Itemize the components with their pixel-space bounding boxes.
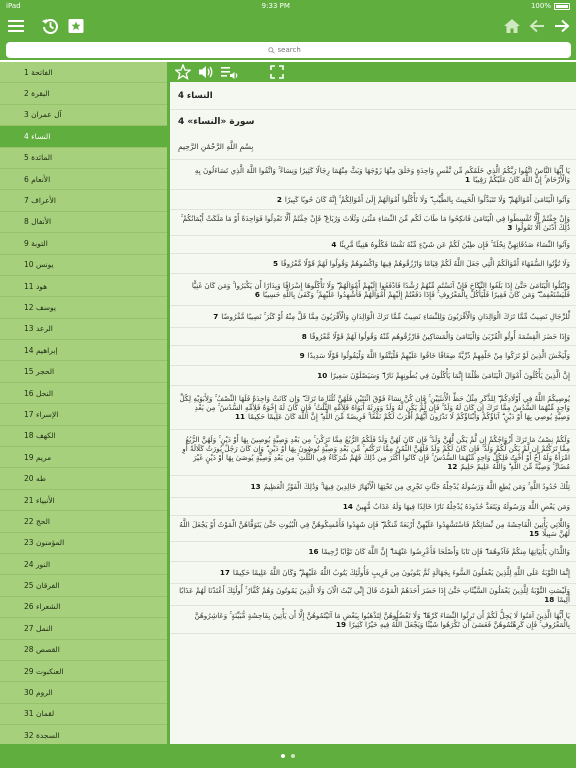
sidebar-item-surah[interactable]: [0, 383, 167, 404]
sidebar-item-label: 28 القصص: [24, 645, 60, 655]
reader-toolbar: [170, 62, 576, 82]
verse-text-block: [178, 195, 570, 204]
sidebar-item-label: 27 النمل: [24, 623, 53, 633]
fullscreen-button[interactable]: [270, 64, 286, 80]
verse-number: 1: [465, 174, 471, 184]
verse-number: 13: [250, 482, 261, 491]
search-bar: [0, 40, 576, 60]
verse-text-block: [178, 371, 570, 380]
verse-number: 4: [331, 240, 337, 249]
verse-text: إِنَّمَا التَّوْبَةُ عَلَى اللَّهِ لِلَّذِينَ يَعْمَلُونَ السُّوءَ بِجَهَالَةٍ ثُمَّ يَتُوبُونَ مِن قَرِيبٍ فَأُولَٰئِكَ يَتُوبُ اللَّهُ عَلَيْهِمْ ۗ وَكَانَ اللَّهُ عَلِيمًا حَكِيمًا: [232, 568, 570, 577]
verse-row[interactable]: [170, 516, 576, 542]
verse-text-block: [178, 166, 570, 184]
verse-number: 11: [234, 412, 245, 421]
sidebar-item-label: 16 النحل: [24, 388, 54, 398]
sidebar-item-label: 29 العنكبوت: [24, 666, 64, 676]
verse-text: وَآتُوا الْيَتَامَىٰ أَمْوَالَهُمْ ۖ وَلَا تَتَبَدَّلُوا الْخَبِيثَ بِالطَّيِّبِ ۖ وَلَا تَأْكُلُوا أَمْوَالَهُمْ إِلَىٰ أَمْوَالِكُمْ ۚ إِنَّهُ كَانَ حُوبًا كَبِيرًا: [284, 195, 570, 204]
sidebar-item-surah[interactable]: [0, 148, 167, 169]
sidebar-item-surah[interactable]: [0, 618, 167, 639]
sidebar-item-label: 20 طه: [24, 474, 46, 484]
sidebar-item-surah[interactable]: [0, 575, 167, 596]
sidebar-item-label: 14 إبراهيم: [24, 345, 58, 355]
verse-number: 5: [272, 259, 278, 268]
verse-row[interactable]: [170, 254, 576, 274]
battery-indicator: [531, 2, 570, 10]
verse-text: وَلَكُمْ نِصْفُ مَا تَرَكَ أَزْوَاجُكُمْ إِن لَّمْ يَكُن لَّهُنَّ وَلَدٌ ۚ فَإِن كَانَ لَهُنَّ وَلَدٌ فَلَكُمُ الرُّبُعُ مِمَّا تَرَكْنَ ۚ مِن بَعْدِ وَصِيَّةٍ يُوصِينَ بِهَا أَوْ دَيْنٍ ۚ وَلَهُنَّ الرُّبُعُ مِمَّا تَرَكْتُمْ إِن لَّمْ يَكُن لَّكُمْ وَلَدٌ ۚ فَإِن كَانَ لَكُمْ وَلَدٌ فَلَهُنَّ الثُّمُنُ مِمَّا تَرَكْتُم ۚ مِّن بَعْدِ وَصِيَّةٍ تُوصُونَ بِهَا أَوْ دَيْنٍ ۗ وَإِن كَانَ رَجُلٌ يُورَثُ كَلَالَةً أَوِ امْرَأَةٌ وَلَهُ أَخٌ أَوْ أُخْتٌ فَلِكُلِّ وَاحِدٍ مِّنْهُمَا السُّدُسُ ۚ فَإِن كَانُوا أَكْثَرَ مِن ذَٰلِكَ فَهُمْ شُرَكَاءُ فِي الثُّلُثِ ۚ مِن بَعْدِ وَصِيَّةٍ يُوصَىٰ بِهَا أَوْ دَيْنٍ غَيْرَ مُضَارٍّ ۚ وَصِيَّةً مِّنَ اللَّهِ ۗ وَاللَّهُ عَلِيمٌ حَلِيمٌ: [182, 434, 570, 471]
verse-number: 19: [336, 619, 347, 629]
search-icon: [268, 47, 275, 54]
sidebar-item-label: 8 الأنفال: [24, 217, 52, 227]
bookmarks-button[interactable]: [64, 15, 88, 37]
verse-text-block: [178, 520, 570, 538]
verse-row[interactable]: [170, 306, 576, 328]
verse-text-block: [178, 351, 570, 360]
verse-text: وَابْتَلُوا الْيَتَامَىٰ حَتَّىٰ إِذَا بَلَغُوا النِّكَاحَ فَإِنْ آنَسْتُم مِّنْهُمْ رُشْدًا فَادْفَعُوا إِلَيْهِمْ أَمْوَالَهُمْ ۖ وَلَا تَأْكُلُوهَا إِسْرَافًا وَبِدَارًا أَن يَكْبَرُوا ۚ وَمَن كَانَ غَنِيًّا فَلْيَسْتَعْفِفْ ۖ وَمَن كَانَ فَقِيرًا فَلْيَأْكُلْ بِالْمَعْرُوفِ ۚ فَإِذَا دَفَعْتُمْ إِلَيْهِمْ أَمْوَالَهُمْ فَأَشْهِدُوا عَلَيْهِمْ ۚ وَكَفَىٰ بِاللَّهِ حَسِيبًا: [191, 280, 570, 299]
home-button[interactable]: [500, 15, 524, 37]
verse-row[interactable]: [170, 584, 576, 606]
verse-text: وَمَن يَعْصِ اللَّهَ وَرَسُولَهُ وَيَتَعَدَّ حُدُودَهُ يُدْخِلْهُ نَارًا خَالِدًا فِيهَا وَلَهُ عَذَابٌ مُّهِينٌ: [355, 502, 570, 511]
reader-pane[interactable]: [170, 82, 576, 744]
verse-row[interactable]: [170, 498, 576, 516]
verse-number: 8: [301, 332, 307, 341]
playlist-audio-icon: [221, 64, 239, 80]
verse-row[interactable]: [170, 328, 576, 346]
sidebar-item-label: 15 الحجر: [24, 367, 55, 377]
sidebar-item-surah[interactable]: [0, 661, 167, 682]
verse-number: 7: [213, 312, 219, 321]
verse-row[interactable]: [170, 210, 576, 236]
sidebar-item-label: 19 مريم: [24, 452, 52, 462]
sidebar-item-surah[interactable]: [0, 126, 167, 147]
sidebar-item-surah[interactable]: [0, 83, 167, 104]
verse-text-block: [178, 240, 570, 249]
battery-icon: [554, 3, 570, 10]
verse-number: 9: [299, 351, 305, 360]
basmala: بِسْمِ اللَّهِ الرَّحْمَٰنِ الرَّحِيمِ: [170, 134, 576, 160]
verse-row[interactable]: [170, 236, 576, 254]
sidebar-item-surah[interactable]: [0, 62, 167, 83]
sidebar-item-label: 7 الأعراف: [24, 196, 56, 206]
verse-text: إِنَّ الَّذِينَ يَأْكُلُونَ أَمْوَالَ الْيَتَامَىٰ ظُلْمًا إِنَّمَا يَأْكُلُونَ فِي بُطُونِهِمْ نَارًا ۖ وَسَيَصْلَوْنَ سَعِيرًا: [330, 371, 570, 380]
sidebar-item-surah[interactable]: [0, 468, 167, 489]
sidebar-item-surah[interactable]: [0, 490, 167, 511]
sidebar-item-surah[interactable]: [0, 511, 167, 532]
verse-text: تِلْكَ حُدُودُ اللَّهِ ۚ وَمَن يُطِعِ اللَّهَ وَرَسُولَهُ يُدْخِلْهُ جَنَّاتٍ تَجْرِي مِن تَحْتِهَا الْأَنْهَارُ خَالِدِينَ فِيهَا ۚ وَذَٰلِكَ الْفَوْزُ الْعَظِيمُ: [263, 482, 570, 491]
sidebar-item-surah[interactable]: [0, 212, 167, 233]
verse-text-block: [178, 259, 570, 268]
sidebar-item-surah[interactable]: [0, 704, 167, 725]
verse-text-block: [178, 312, 570, 321]
fullscreen-icon: [270, 65, 284, 79]
playlist-button[interactable]: [221, 64, 237, 80]
sidebar-item-label: 12 يوسف: [24, 302, 56, 312]
sidebar-item-surah[interactable]: [0, 426, 167, 447]
verse-row[interactable]: [170, 160, 576, 190]
sidebar-item-surah[interactable]: [0, 340, 167, 361]
verse-text-block: [178, 435, 570, 471]
verse-text-block: [178, 611, 570, 629]
audio-button[interactable]: [198, 64, 214, 80]
verse-text: وَلْيَخْشَ الَّذِينَ لَوْ تَرَكُوا مِنْ خَلْفِهِمْ ذُرِّيَّةً ضِعَافًا خَافُوا عَلَيْهِمْ فَلْيَتَّقُوا اللَّهَ وَلْيَقُولُوا قَوْلًا سَدِيدًا: [307, 351, 570, 360]
verse-text: وَلَيْسَتِ التَّوْبَةُ لِلَّذِينَ يَعْمَلُونَ السَّيِّئَاتِ حَتَّىٰ إِذَا حَضَرَ أَحَدَهُمُ الْمَوْتُ قَالَ إِنِّي تُبْتُ الْآنَ وَلَا الَّذِينَ يَمُوتُونَ وَهُمْ كُفَّارٌ ۚ أُولَٰئِكَ أَعْتَدْنَا لَهُمْ عَذَابًا أَلِيمًا: [179, 585, 570, 604]
verse-number: 10: [317, 371, 328, 380]
verse-text-block: [178, 332, 570, 341]
sidebar-item-label: 25 الفرقان: [24, 581, 60, 591]
verse-row[interactable]: [170, 606, 576, 634]
sura-title: سورة «النساء» 4: [178, 117, 255, 127]
verse-number: 2: [276, 195, 282, 204]
verse-text-block: [178, 214, 570, 232]
page-dot[interactable]: [291, 754, 295, 758]
verse-text: يَا أَيُّهَا الَّذِينَ آمَنُوا لَا يَحِلُّ لَكُمْ أَن تَرِثُوا النِّسَاءَ كَرْهًا ۖ وَلَا تَعْضُلُوهُنَّ لِتَذْهَبُوا بِبَعْضِ مَا آتَيْتُمُوهُنَّ إِلَّا أَن يَأْتِينَ بِفَاحِشَةٍ مُّبَيِّنَةٍ ۚ وَعَاشِرُوهُنَّ بِالْمَعْرُوفِ ۚ فَإِن كَرِهْتُمُوهُنَّ فَعَسَىٰ أَن تَكْرَهُوا شَيْئًا وَيَجْعَلَ اللَّهُ فِيهِ خَيْرًا كَثِيرًا: [194, 610, 570, 629]
search-field[interactable]: [6, 42, 571, 58]
verse-number: 18: [544, 594, 555, 604]
bookmark-star-icon: [68, 18, 84, 34]
navigation-bar: [0, 12, 576, 40]
back-button[interactable]: [525, 15, 549, 37]
verse-row[interactable]: [170, 366, 576, 386]
sura-header: النساء 4: [170, 82, 576, 110]
verse-text: يُوصِيكُمُ اللَّهُ فِي أَوْلَادِكُمْ ۖ لِلذَّكَرِ مِثْلُ حَظِّ الْأُنثَيَيْنِ ۚ فَإِن كُنَّ نِسَاءً فَوْقَ اثْنَتَيْنِ فَلَهُنَّ ثُلُثَا مَا تَرَكَ ۖ وَإِن كَانَتْ وَاحِدَةً فَلَهَا النِّصْفُ ۚ وَلِأَبَوَيْهِ لِكُلِّ وَاحِدٍ مِّنْهُمَا السُّدُسُ مِمَّا تَرَكَ إِن كَانَ لَهُ وَلَدٌ ۚ فَإِن لَّمْ يَكُن لَّهُ وَلَدٌ وَوَرِثَهُ أَبَوَاهُ فَلِأُمِّهِ الثُّلُثُ ۚ فَإِن كَانَ لَهُ إِخْوَةٌ فَلِأُمِّهِ السُّدُسُ ۚ مِن بَعْدِ وَصِيَّةٍ يُوصِي بِهَا أَوْ دَيْنٍ ۗ آبَاؤُكُمْ وَأَبْنَاؤُكُمْ لَا تَدْرُونَ أَيُّهُمْ أَقْرَبُ لَكُمْ نَفْعًا ۚ فَرِيضَةً مِّنَ اللَّهِ ۗ إِنَّ اللَّهَ كَانَ عَلِيمًا حَكِيمًا: [179, 394, 570, 421]
sidebar-item-surah[interactable]: [0, 640, 167, 661]
sidebar-item-label: 5 المائدة: [24, 153, 53, 163]
page-dot[interactable]: [281, 754, 285, 758]
sidebar-item-surah[interactable]: [0, 319, 167, 340]
sidebar-item-surah[interactable]: [0, 554, 167, 575]
verse-text-block: [178, 281, 570, 299]
verse-number: 6: [254, 289, 260, 299]
speaker-icon: [198, 64, 214, 80]
verse-text-block: [178, 394, 570, 421]
sidebar-item-label: 6 الأنعام: [24, 174, 51, 184]
clock: 9:33 PM: [261, 2, 290, 10]
verse-text: وَإِنْ خِفْتُمْ أَلَّا تُقْسِطُوا فِي الْيَتَامَىٰ فَانكِحُوا مَا طَابَ لَكُم مِّنَ النِّسَاءِ مَثْنَىٰ وَثُلَاثَ وَرُبَاعَ ۖ فَإِنْ خِفْتُمْ أَلَّا تَعْدِلُوا فَوَاحِدَةً أَوْ مَا مَلَكَتْ أَيْمَانُكُمْ ۚ ذَٰلِكَ أَدْنَىٰ أَلَّا تَعُولُوا: [180, 213, 570, 232]
star-icon: [175, 64, 191, 80]
verse-text-block: [178, 568, 570, 577]
home-icon: [503, 18, 521, 34]
sidebar-item-label: 13 الرعد: [24, 324, 53, 334]
history-button[interactable]: [38, 15, 62, 37]
menu-button[interactable]: [4, 15, 28, 37]
verse-number: 14: [342, 502, 353, 511]
verse-number: 16: [308, 547, 319, 556]
sidebar-item-surah[interactable]: [0, 233, 167, 254]
sidebar-item-label: 11 هود: [24, 281, 48, 291]
verse-row[interactable]: [170, 274, 576, 306]
sidebar-item-surah[interactable]: [0, 533, 167, 554]
verse-number: 12: [447, 461, 458, 471]
verse-row[interactable]: [170, 542, 576, 562]
sidebar-item-label: 24 النور: [24, 559, 51, 569]
sidebar-item-label: 22 الحج: [24, 516, 50, 526]
verse-text-block: [178, 586, 570, 604]
sidebar-item-label: 10 يونس: [24, 260, 54, 270]
verse-text: وَآتُوا النِّسَاءَ صَدُقَاتِهِنَّ نِحْلَةً ۚ فَإِن طِبْنَ لَكُمْ عَن شَيْءٍ مِّنْهُ نَفْسًا فَكُلُوهُ هَنِيئًا مَّرِيئًا: [339, 240, 570, 249]
verse-text: لِّلرِّجَالِ نَصِيبٌ مِّمَّا تَرَكَ الْوَالِدَانِ وَالْأَقْرَبُونَ وَلِلنِّسَاءِ نَصِيبٌ مِّمَّا تَرَكَ الْوَالِدَانِ وَالْأَقْرَبُونَ مِمَّا قَلَّ مِنْهُ أَوْ كَثُرَ ۚ نَصِيبًا مَّفْرُوضًا: [221, 312, 570, 321]
sidebar-item-label: 21 الأنبياء: [24, 495, 55, 505]
sidebar-item-surah[interactable]: [0, 105, 167, 126]
menu-icon: [8, 19, 24, 33]
verse-text-block: [178, 547, 570, 556]
search-input[interactable]: [278, 46, 310, 54]
verse-number: 17: [219, 568, 230, 577]
sidebar-item-surah[interactable]: [0, 169, 167, 190]
arrow-left-icon: [529, 19, 545, 33]
verse-row[interactable]: [170, 430, 576, 476]
verse-text: وَلَا تُؤْتُوا السُّفَهَاءَ أَمْوَالَكُمُ الَّتِي جَعَلَ اللَّهُ لَكُمْ قِيَامًا وَارْزُقُوهُمْ فِيهَا وَاكْسُوهُمْ وَقُولُوا لَهُمْ قَوْلًا مَّعْرُوفًا: [280, 259, 570, 268]
sidebar-item-surah[interactable]: [0, 361, 167, 382]
verse-text: وَاللَّاتِي يَأْتِينَ الْفَاحِشَةَ مِن نِّسَائِكُمْ فَاسْتَشْهِدُوا عَلَيْهِنَّ أَرْبَعَةً مِّنكُمْ ۖ فَإِن شَهِدُوا فَأَمْسِكُوهُنَّ فِي الْبُيُوتِ حَتَّىٰ يَتَوَفَّاهُنَّ الْمَوْتُ أَوْ يَجْعَلَ اللَّهُ لَهُنَّ سَبِيلًا: [179, 519, 570, 538]
battery-percent: 100%: [530, 2, 551, 10]
sidebar-item-label: 4 النساء: [24, 131, 51, 141]
device-label: iPad: [6, 2, 21, 10]
sidebar-item-surah[interactable]: [0, 276, 167, 297]
sidebar-item-label: 31 لقمان: [24, 709, 55, 719]
sidebar-item-label: 23 المؤمنون: [24, 538, 65, 548]
verse-number: 3: [507, 222, 513, 232]
sidebar-item-label: 32 السجدة: [24, 730, 60, 740]
sidebar-item-label: 18 الكهف: [24, 431, 56, 441]
sidebar-item-surah[interactable]: [0, 725, 167, 744]
arrow-right-icon: [554, 19, 570, 33]
verse-row[interactable]: [170, 190, 576, 210]
sidebar-item-label: 30 الروم: [24, 688, 53, 698]
verse-list: [170, 160, 576, 634]
sidebar-item-surah[interactable]: [0, 255, 167, 276]
bottom-bar: [0, 744, 576, 768]
sidebar-item-surah[interactable]: [0, 597, 167, 618]
sidebar-item-label: 3 آل عمران: [24, 110, 62, 120]
verse-number: 15: [529, 528, 540, 538]
sidebar-item-label: 17 الإسراء: [24, 409, 59, 419]
forward-button[interactable]: [550, 15, 574, 37]
sidebar-item-surah[interactable]: [0, 447, 167, 468]
favorite-button[interactable]: [175, 64, 191, 80]
verse-row[interactable]: [170, 386, 576, 430]
verse-row[interactable]: [170, 346, 576, 366]
sidebar-item-surah[interactable]: [0, 682, 167, 703]
verse-text: وَإِذَا حَضَرَ الْقِسْمَةَ أُولُو الْقُرْبَىٰ وَالْيَتَامَىٰ وَالْمَسَاكِينُ فَارْزُقُوهُم مِّنْهُ وَقُولُوا لَهُمْ قَوْلًا مَّعْرُوفًا: [309, 332, 570, 341]
sidebar-item-surah[interactable]: [0, 404, 167, 425]
verse-text: يَا أَيُّهَا النَّاسُ اتَّقُوا رَبَّكُمُ الَّذِي خَلَقَكُم مِّن نَّفْسٍ وَاحِدَةٍ وَخَلَقَ مِنْهَا زَوْجَهَا وَبَثَّ مِنْهُمَا رِجَالًا كَثِيرًا وَنِسَاءً ۚ وَاتَّقُوا اللَّهَ الَّذِي تَسَاءَلُونَ بِهِ وَالْأَرْحَامَ ۚ إِنَّ اللَّهَ كَانَ عَلَيْكُمْ رَقِيبًا: [194, 165, 570, 184]
sidebar-item-label: 26 الشعراء: [24, 602, 61, 612]
sidebar-item-surah[interactable]: [0, 297, 167, 318]
verse-row[interactable]: [170, 562, 576, 584]
verse-text-block: [178, 502, 570, 511]
verse-text-block: [178, 482, 570, 491]
verse-row[interactable]: [170, 476, 576, 498]
sidebar-item-surah[interactable]: [0, 190, 167, 211]
surah-list[interactable]: [0, 62, 167, 744]
history-icon: [41, 17, 59, 35]
status-bar: [0, 0, 576, 12]
sidebar-item-label: 2 البقرة: [24, 89, 50, 99]
sidebar-item-label: 9 التوبة: [24, 238, 48, 248]
verse-text: وَاللَّذَانِ يَأْتِيَانِهَا مِنكُمْ فَآذُوهُمَا ۖ فَإِن تَابَا وَأَصْلَحَا فَأَعْرِضُوا عَنْهُمَا ۗ إِنَّ اللَّهَ كَانَ تَوَّابًا رَّحِيمًا: [321, 547, 570, 556]
sidebar-item-label: 1 الفاتحة: [24, 67, 53, 77]
